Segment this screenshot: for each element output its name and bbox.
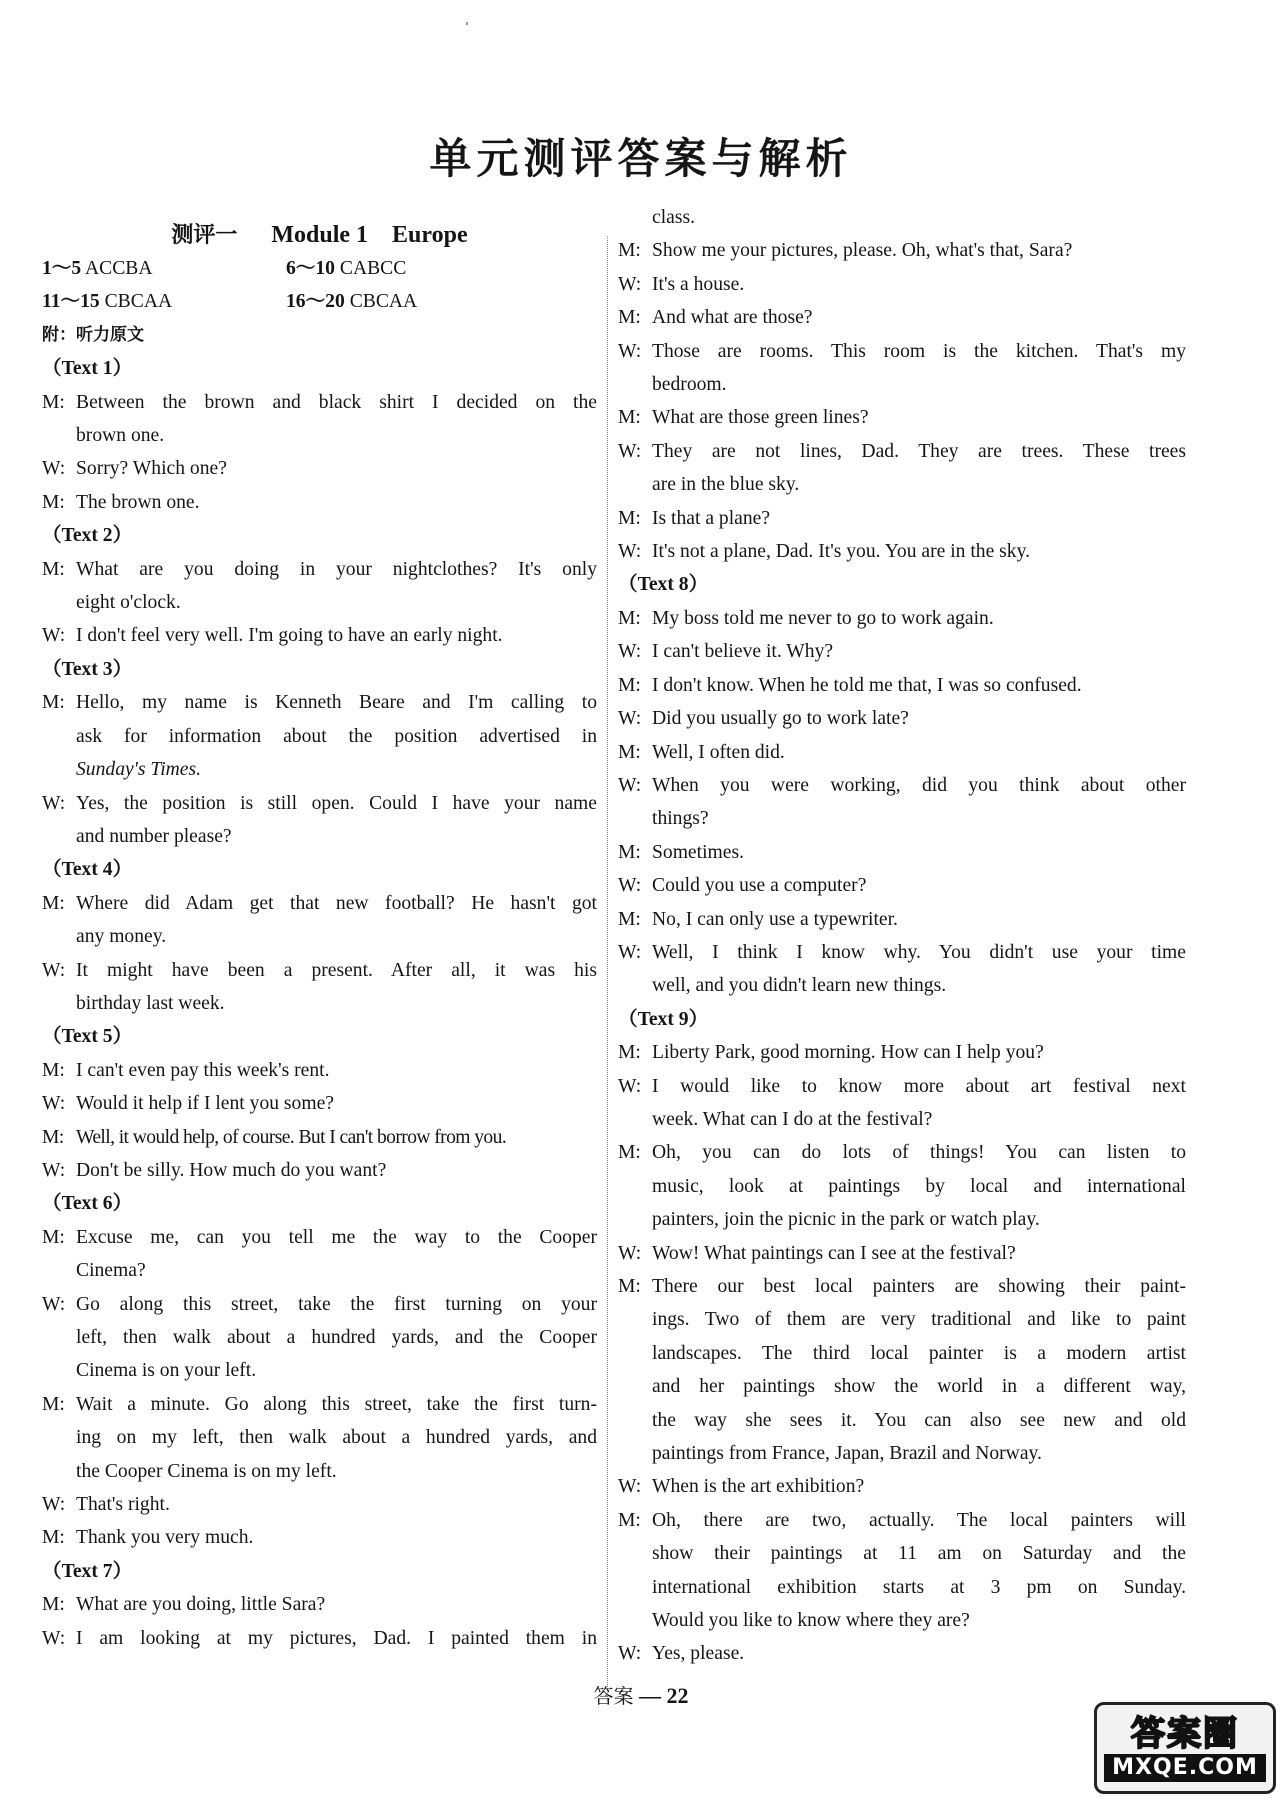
text-label: （Text 7） bbox=[42, 1560, 133, 1582]
text-label: （Text 2） bbox=[42, 525, 133, 547]
footer-dash: — bbox=[639, 1683, 661, 1708]
section-number: 测评一 bbox=[171, 222, 238, 248]
answer-group: 11～15 CBCAA bbox=[42, 291, 173, 313]
dialogue-line: W: When you were working, did you think about other bbox=[618, 774, 1186, 796]
left-column bbox=[42, 224, 597, 1655]
text-label: （Text 6） bbox=[42, 1193, 133, 1215]
dialogue-continuation bbox=[42, 753, 597, 786]
dialogue-line: W: I can't believe it. Why? bbox=[618, 641, 834, 663]
dialogue-line: M: What are you doing in your nightclothes? It's only bbox=[42, 558, 597, 580]
dialogue-line: M: Well, I often did. bbox=[618, 741, 785, 763]
footer-label: 答案 bbox=[593, 1684, 634, 1708]
dialogue-line: M: Show me your pictures, please. Oh, what's that, Sara? bbox=[618, 240, 1073, 262]
dialogue-continuation: bedroom. bbox=[652, 374, 727, 396]
dialogue-line: M: My boss told me never to go to work again. bbox=[618, 607, 994, 629]
dialogue-continuation: the way she sees it. You can also see new and old bbox=[652, 1409, 1186, 1431]
dialogue-line: M: Between the brown and black shirt I decided on the bbox=[42, 391, 597, 413]
page-number: 22 bbox=[666, 1683, 689, 1708]
dialogue-line: M: I can't even pay this week's rent. bbox=[42, 1059, 330, 1081]
dialogue-continuation: are in the blue sky. bbox=[652, 474, 800, 496]
dialogue-line: M: Sometimes. bbox=[618, 841, 744, 863]
dialogue-continuation: ask for information about the position advertised in bbox=[76, 725, 597, 747]
dialogue-continuation: show their paintings at 11 am on Saturday and the bbox=[652, 1543, 1186, 1565]
dialogue-line: M: Liberty Park, good morning. How can I help you? bbox=[618, 1042, 1044, 1064]
dialogue-line: M: What are you doing, little Sara? bbox=[42, 1594, 326, 1616]
dialogue-line: M: Well, it would help, of course. But I can't borrow from you. bbox=[42, 1126, 507, 1148]
dialogue-continuation: Cinema? bbox=[76, 1260, 146, 1282]
answer-group: 1～5 ACCBA bbox=[42, 258, 153, 279]
appendix-heading: 附：听力原文 bbox=[42, 324, 144, 345]
dialogue-continuation: left, then walk about a hundred yards, and the Cooper bbox=[76, 1327, 597, 1348]
dialogue-line: M: Hello, my name is Kenneth Beare and I'm calling to bbox=[42, 692, 597, 714]
answer-group: 6～10 CABCC bbox=[286, 258, 407, 279]
dialogue-line: W: When is the art exhibition? bbox=[618, 1476, 865, 1498]
dialogue-continuation: ings. Two of them are very traditional and like to paint bbox=[652, 1309, 1186, 1331]
dialogue-line: M: Oh, there are two, actually. The local painters will bbox=[618, 1509, 1186, 1531]
section-topic: Europe bbox=[392, 222, 468, 248]
dialogue-line: M: The brown one. bbox=[42, 491, 200, 513]
dialogue-continuation: eight o'clock. bbox=[76, 592, 181, 614]
dialogue-line: M: Thank you very much. bbox=[42, 1527, 254, 1549]
dialogue-line: W: That's right. bbox=[42, 1494, 170, 1516]
dialogue-line: W: It's not a plane, Dad. It's you. You are in the sky. bbox=[618, 541, 1031, 563]
dialogue-line: W: Yes, please. bbox=[618, 1643, 745, 1665]
dialogue-line: W: It might have been a present. After all, it was his bbox=[42, 959, 597, 981]
dialogue-continuation: birthday last week. bbox=[76, 992, 225, 1014]
dialogue-continuation: the Cooper Cinema is on my left. bbox=[76, 1460, 337, 1482]
dialogue-continuation: any money. bbox=[76, 926, 167, 948]
dialogue-line: W: Don't be silly. How much do you want? bbox=[42, 1159, 387, 1181]
dialogue-continuation: Would you like to know where they are? bbox=[652, 1610, 970, 1632]
dialogue-line: W: They are not lines, Dad. They are trees. These trees bbox=[618, 440, 1186, 462]
page-footer bbox=[0, 1680, 1282, 1709]
dialogue-line: M: There our best local painters are showing their paint- bbox=[618, 1276, 1186, 1297]
dialogue-line: W: Those are rooms. This room is the kitchen. That's my bbox=[618, 340, 1186, 362]
dialogue-line: W: Go along this street, take the first turning on your bbox=[42, 1293, 597, 1315]
dialogue-continuation: international exhibition starts at 3 pm on Sunday. bbox=[652, 1576, 1186, 1598]
dialogue-continuation: painters, join the picnic in the park or watch play. bbox=[652, 1209, 1040, 1231]
page-title: 单元测评答案与解析 bbox=[429, 134, 853, 183]
dialogue-continuation: week. What can I do at the festival? bbox=[652, 1108, 933, 1130]
dialogue-line: W: Would it help if I lent you some? bbox=[42, 1093, 334, 1115]
dialogue-line: M: No, I can only use a typewriter. bbox=[618, 908, 898, 930]
text-label: （Text 9） bbox=[618, 1008, 709, 1030]
newspaper-title: Sunday's Times. bbox=[76, 759, 202, 781]
dialogue-continuation: music, look at paintings by local and international bbox=[652, 1175, 1186, 1197]
scan-speck bbox=[466, 22, 468, 25]
answer-row bbox=[42, 285, 597, 318]
dialogue-continuation: landscapes. The third local painter is a modern artist bbox=[652, 1342, 1186, 1364]
section-heading bbox=[42, 218, 597, 252]
dialogue-line: M: Wait a minute. Go along this street, take the first turn- bbox=[42, 1393, 597, 1415]
dialogue-line: W: Well, I think I know why. You didn't use your time bbox=[618, 941, 1186, 963]
dialogue-line: W: Wow! What paintings can I see at the festival? bbox=[618, 1242, 1016, 1264]
text-label: （Text 1） bbox=[42, 358, 133, 380]
column-divider bbox=[607, 236, 608, 1701]
dialogue-line: M: What are those green lines? bbox=[618, 407, 869, 429]
dialogue-line: W: I would like to know more about art festival next bbox=[618, 1075, 1186, 1097]
answer-group: 16～20 CBCAA bbox=[286, 291, 418, 313]
dialogue-line: M: And what are those? bbox=[618, 307, 813, 329]
dialogue-line: W: I don't feel very well. I'm going to have an early night. bbox=[42, 625, 503, 647]
right-column bbox=[618, 201, 1186, 1671]
dialogue-line: M: Where did Adam get that new football? He hasn't got bbox=[42, 892, 597, 914]
dialogue-continuation: class. bbox=[652, 207, 695, 228]
dialogue-continuation: Cinema is on your left. bbox=[76, 1360, 257, 1382]
dialogue-line: M: Excuse me, can you tell me the way to the Cooper bbox=[42, 1226, 597, 1248]
watermark-logo bbox=[1094, 1702, 1276, 1794]
watermark-text-cn: 答案圈 bbox=[1131, 1714, 1239, 1754]
dialogue-continuation: and her paintings show the world in a different way, bbox=[652, 1376, 1186, 1398]
dialogue-line: W: Sorry? Which one? bbox=[42, 458, 227, 480]
dialogue-continuation: and number please? bbox=[76, 825, 232, 847]
dialogue-line: W: Could you use a computer? bbox=[618, 875, 867, 897]
dialogue-line: M: Oh, you can do lots of things! You can listen to bbox=[618, 1142, 1186, 1164]
watermark-text-en: MXQE.COM bbox=[1104, 1754, 1266, 1782]
dialogue-continuation: well, and you didn't learn new things. bbox=[652, 975, 947, 997]
text-label: （Text 3） bbox=[42, 658, 133, 680]
text-label: （Text 4） bbox=[42, 859, 133, 881]
dialogue-continuation: brown one. bbox=[76, 425, 165, 447]
answer-row bbox=[42, 252, 597, 285]
dialogue-line: W: Yes, the position is still open. Could I have your name bbox=[42, 792, 597, 814]
dialogue-line: M: I don't know. When he told me that, I was so confused. bbox=[618, 674, 1082, 696]
section-module: Module 1 bbox=[271, 222, 369, 248]
text-label: （Text 8） bbox=[618, 574, 709, 596]
dialogue-continuation: paintings from France, Japan, Brazil and Norway. bbox=[652, 1443, 1042, 1465]
text-label: （Text 5） bbox=[42, 1026, 133, 1048]
dialogue-line: W: Did you usually go to work late? bbox=[618, 708, 909, 730]
dialogue-continuation: ing on my left, then walk about a hundred yards, and bbox=[76, 1427, 597, 1449]
dialogue-continuation: things? bbox=[652, 808, 709, 830]
dialogue-line: W: I am looking at my pictures, Dad. I painted them in bbox=[42, 1627, 597, 1649]
dialogue-line: M: Is that a plane? bbox=[618, 507, 771, 529]
dialogue-line: W: It's a house. bbox=[618, 273, 745, 295]
